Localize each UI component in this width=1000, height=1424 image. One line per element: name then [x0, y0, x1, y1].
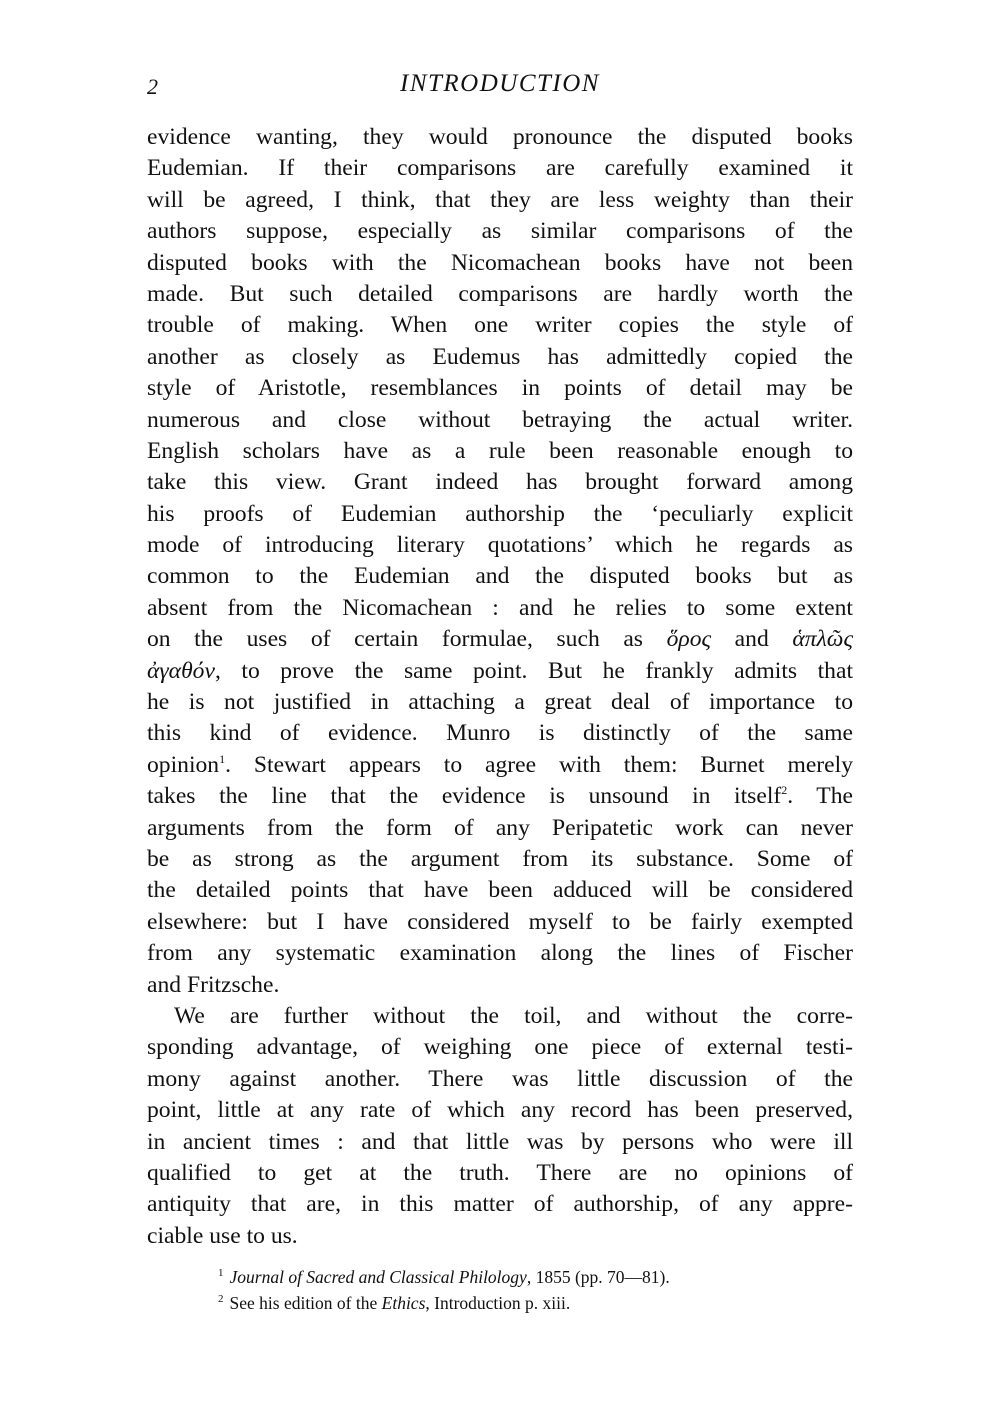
footnote-ref-2[interactable]: 2 — [781, 783, 788, 798]
text-line: evidence wanting, they would pronounce the disputed books — [147, 124, 853, 150]
text-line-with-footnote-ref — [147, 781, 853, 812]
text-span: , to prove the same point. But he frankly admits that — [214, 657, 853, 684]
footnote-text: , 1855 (pp. 70—81). — [526, 1266, 670, 1287]
text-span: . Stewart appears to agree with them: Burnet merely — [225, 751, 853, 778]
greek-term: ἁπλῶς — [792, 626, 854, 653]
text-line: trouble of making. When one writer copies the style of — [147, 312, 853, 339]
text-line: antiquity that are, in this matter of authorship, of any appre- — [147, 1191, 853, 1218]
text-span: opinion — [147, 751, 220, 778]
text-line: We are further without the toil, and without the corre- — [174, 1002, 853, 1029]
text-line: mode of introducing literary quotations’ which he regards as — [147, 532, 853, 559]
text-line: Eudemian. If their comparisons are carefully examined it — [147, 155, 853, 182]
footnotes — [218, 1262, 818, 1314]
body-text — [147, 122, 853, 1252]
text-line: he is not justified in attaching a great deal of importance to — [147, 689, 853, 716]
text-span: . The — [787, 783, 853, 810]
text-line: this kind of evidence. Munro is distinctly of the same — [147, 720, 853, 747]
text-line: be as strong as the argument from its substance. Some of — [147, 845, 853, 872]
text-line-greek — [147, 656, 853, 687]
text-line: point, little at any rate of which any record has been preserved, — [147, 1097, 853, 1124]
page-header — [147, 70, 853, 106]
text-line: disputed books with the Nicomachean books have not been — [147, 249, 853, 276]
text-line: will be agreed, I think, that they are less weighty than their — [147, 186, 853, 213]
footnote-text: See his edition of the — [229, 1292, 382, 1313]
text-span: on the uses of certain formulae, such as — [147, 626, 667, 653]
running-head: INTRODUCTION — [400, 70, 600, 97]
text-line: another as closely as Eudemus has admittedly copied the — [147, 343, 853, 370]
text-line: English scholars have as a rule been reasonable enough to — [147, 437, 853, 464]
text-line: the detailed points that have been adduced will be considered — [147, 877, 853, 904]
footnote-title: Ethics — [381, 1292, 426, 1313]
text-line-greek — [147, 624, 853, 655]
text-line: made. But such detailed comparisons are hardly worth the — [147, 280, 853, 307]
text-line: qualified to get at the truth. There are no opinions of — [147, 1159, 853, 1186]
text-line: style of Aristotle, resemblances in points of detail may be — [147, 375, 853, 402]
text-line: numerous and close without betraying the actual writer. — [147, 406, 853, 433]
text-span: and — [711, 626, 793, 653]
text-line: and Fritzsche. — [147, 971, 280, 998]
text-line: ciable use to us. — [147, 1222, 298, 1249]
text-line: common to the Eudemian and the disputed books but as — [147, 563, 853, 590]
text-line: from any systematic examination along the lines of Fischer — [147, 940, 853, 967]
page-number: 2 — [147, 74, 158, 99]
footnote-marker: 1 — [218, 1267, 224, 1279]
text-line: in ancient times : and that little was by persons who were ill — [147, 1128, 853, 1155]
text-line: elsewhere: but I have considered myself to be fairly exempted — [147, 908, 853, 935]
greek-term: ὅρος — [666, 626, 712, 653]
footnote-marker: 2 — [218, 1292, 224, 1305]
text-line: absent from the Nicomachean : and he relies to some extent — [147, 594, 853, 621]
text-line: sponding advantage, of weighing one piece of external testi- — [147, 1034, 853, 1061]
text-line: his proofs of Eudemian authorship the ‘peculiarly explicit — [147, 500, 853, 527]
text-span: takes the line that the evidence is unsound in itself — [147, 783, 782, 810]
footnote-text: , Introduction p. xiii. — [425, 1292, 571, 1313]
footnote-1 — [218, 1262, 818, 1288]
text-line: authors suppose, especially as similar comparisons of the — [147, 218, 853, 245]
footnote-title: Journal of Sacred and Classical Philology — [229, 1266, 527, 1287]
text-line: take this view. Grant indeed has brought forward among — [147, 469, 853, 496]
footnote-2 — [218, 1288, 818, 1314]
text-line: mony against another. There was little discussion of the — [147, 1065, 853, 1092]
footnote-ref-1[interactable]: 1 — [219, 751, 226, 766]
greek-term: ἀγαθόν — [147, 657, 215, 684]
text-line: arguments from the form of any Peripatetic work can never — [147, 814, 853, 841]
text-line-with-footnote-ref — [147, 750, 853, 781]
